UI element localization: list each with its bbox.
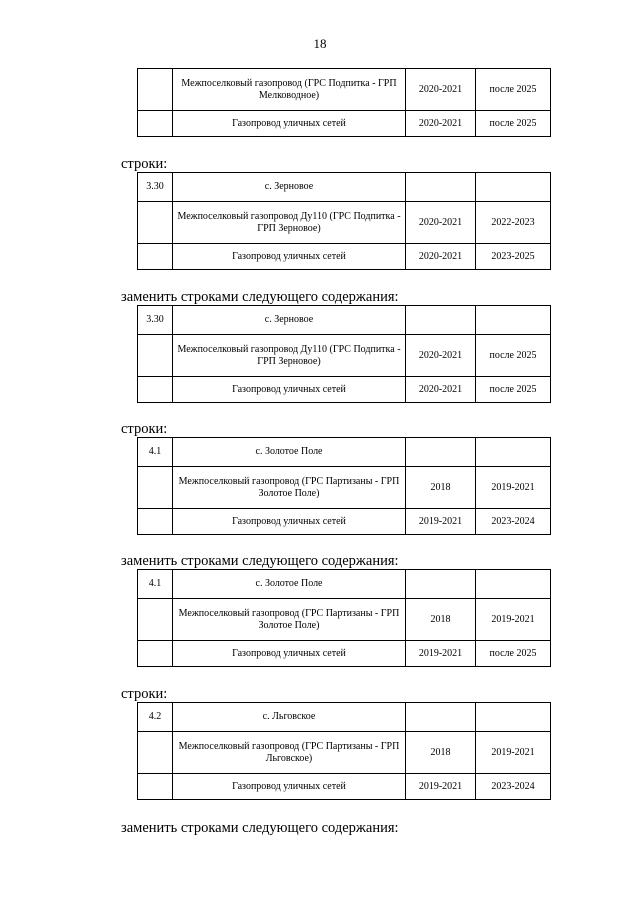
table-row	[138, 69, 551, 111]
cell-num: 4.2	[138, 703, 173, 732]
cell-build: после 2025	[476, 335, 551, 377]
cell-name: с. Золотое Поле	[173, 570, 406, 599]
cell-num: 4.1	[138, 570, 173, 599]
cell-build: 2023-2024	[476, 509, 551, 535]
cell-design: 2018	[406, 467, 476, 509]
cell-name: с. Зерновое	[173, 173, 406, 202]
cell-build	[476, 438, 551, 467]
cell-design: 2020-2021	[406, 69, 476, 111]
cell-design: 2020-2021	[406, 335, 476, 377]
cell-design	[406, 173, 476, 202]
table-row	[138, 306, 551, 335]
cell-design: 2018	[406, 599, 476, 641]
cell-design	[406, 438, 476, 467]
cell-build: 2023-2024	[476, 774, 551, 800]
table-row	[138, 732, 551, 774]
cell-num	[138, 69, 173, 111]
cell-build	[476, 570, 551, 599]
cell-num	[138, 599, 173, 641]
cell-num	[138, 641, 173, 667]
table-row	[138, 438, 551, 467]
cell-name: Газопровод уличных сетей	[173, 509, 406, 535]
cell-num	[138, 335, 173, 377]
cell-num	[138, 111, 173, 137]
table-row	[138, 509, 551, 535]
section-label: заменить строками следующего содержания:	[121, 289, 399, 305]
cell-name: Газопровод уличных сетей	[173, 774, 406, 800]
cell-num	[138, 377, 173, 403]
table-row	[138, 467, 551, 509]
cell-design	[406, 570, 476, 599]
cell-num: 3.30	[138, 306, 173, 335]
cell-num	[138, 732, 173, 774]
cell-num	[138, 244, 173, 270]
cell-design: 2020-2021	[406, 244, 476, 270]
table-zolotoe-old	[137, 437, 551, 535]
cell-build: 2019-2021	[476, 467, 551, 509]
cell-design: 2019-2021	[406, 641, 476, 667]
cell-build: 2022-2023	[476, 202, 551, 244]
table-row	[138, 335, 551, 377]
table-zolotoe-new	[137, 569, 551, 667]
section-label: заменить строками следующего содержания:	[121, 820, 399, 836]
table-row	[138, 774, 551, 800]
cell-num: 4.1	[138, 438, 173, 467]
table-row	[138, 173, 551, 202]
cell-num: 3.30	[138, 173, 173, 202]
cell-name: Газопровод уличных сетей	[173, 111, 406, 137]
cell-design	[406, 703, 476, 732]
cell-build: 2019-2021	[476, 732, 551, 774]
cell-build: после 2025	[476, 69, 551, 111]
cell-name: с. Золотое Поле	[173, 438, 406, 467]
table-row	[138, 111, 551, 137]
cell-name: Межпоселковый газопровод Ду110 (ГРС Подпитка - ГРП Зерновое)	[173, 202, 406, 244]
cell-name: Межпоселковый газопровод Ду110 (ГРС Подпитка - ГРП Зерновое)	[173, 335, 406, 377]
section-label: строки:	[121, 421, 168, 437]
cell-build: 2019-2021	[476, 599, 551, 641]
section-label: строки:	[121, 156, 168, 172]
table-row	[138, 703, 551, 732]
cell-name: Газопровод уличных сетей	[173, 377, 406, 403]
table-row	[138, 570, 551, 599]
cell-num	[138, 509, 173, 535]
table-row	[138, 377, 551, 403]
cell-name: Межпоселковый газопровод (ГРС Подпитка - ГРП Мелководное)	[173, 69, 406, 111]
cell-design: 2020-2021	[406, 377, 476, 403]
table-row	[138, 244, 551, 270]
cell-num	[138, 202, 173, 244]
cell-build	[476, 703, 551, 732]
cell-build	[476, 306, 551, 335]
table-zernovoe-new	[137, 305, 551, 403]
cell-build: 2023-2025	[476, 244, 551, 270]
cell-design: 2018	[406, 732, 476, 774]
cell-design: 2020-2021	[406, 202, 476, 244]
cell-design: 2019-2021	[406, 509, 476, 535]
cell-num	[138, 467, 173, 509]
cell-name: с. Зерновое	[173, 306, 406, 335]
cell-design	[406, 306, 476, 335]
cell-design: 2019-2021	[406, 774, 476, 800]
cell-name: Межпоселковый газопровод (ГРС Партизаны - ГРП Льговское)	[173, 732, 406, 774]
cell-build	[476, 173, 551, 202]
cell-design: 2020-2021	[406, 111, 476, 137]
section-label: строки:	[121, 686, 168, 702]
cell-build: после 2025	[476, 641, 551, 667]
cell-name: с. Льговское	[173, 703, 406, 732]
cell-name: Газопровод уличных сетей	[173, 641, 406, 667]
cell-name: Межпоселковый газопровод (ГРС Партизаны - ГРП Золотое Поле)	[173, 599, 406, 641]
table-row	[138, 599, 551, 641]
table-zernovoe-old	[137, 172, 551, 270]
cell-name: Газопровод уличных сетей	[173, 244, 406, 270]
cell-build: после 2025	[476, 377, 551, 403]
table-lgovskoe-old	[137, 702, 551, 800]
table-continuation	[137, 68, 551, 137]
table-row	[138, 202, 551, 244]
table-row	[138, 641, 551, 667]
cell-build: после 2025	[476, 111, 551, 137]
section-label: заменить строками следующего содержания:	[121, 553, 399, 569]
page-number: 18	[313, 36, 327, 51]
cell-name: Межпоселковый газопровод (ГРС Партизаны - ГРП Золотое Поле)	[173, 467, 406, 509]
cell-num	[138, 774, 173, 800]
